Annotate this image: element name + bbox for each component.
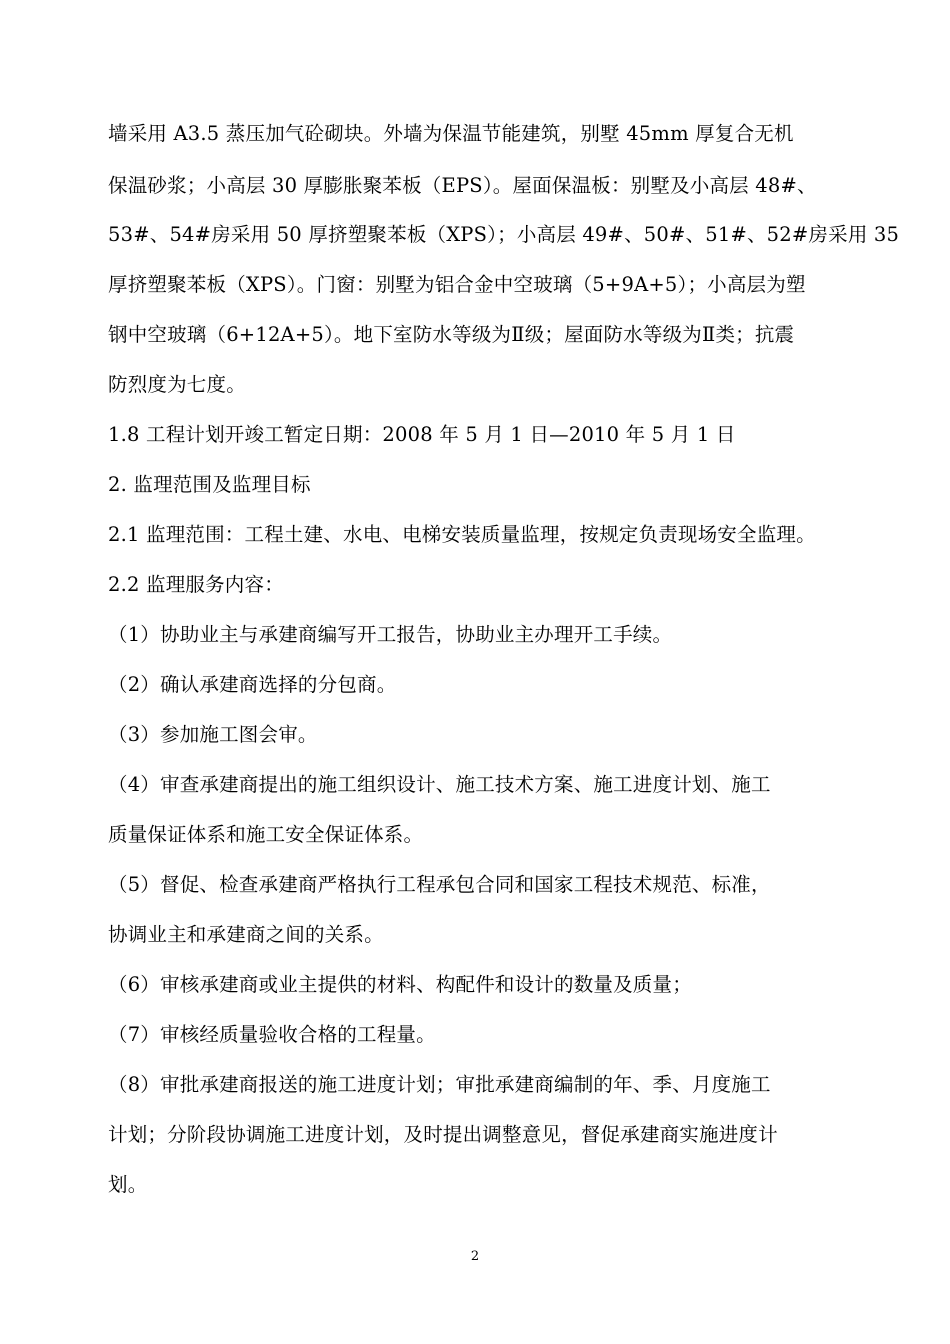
list-item-continuation: 划。 [108,1173,148,1196]
list-item-continuation: 计划；分阶段协调施工进度计划，及时提出调整意见，督促承建商实施进度计 [108,1123,778,1146]
list-item: （6）审核承建商或业主提供的材料、构配件和设计的数量及质量； [108,973,692,996]
text-line: 保温砂浆；小高层 30 厚膨胀聚苯板（EPS）。屋面保温板：别墅及小高层 48#、 [108,174,817,197]
list-item: （2）确认承建商选择的分包商。 [108,673,397,696]
page-number: 2 [470,1249,480,1264]
text-line: 防烈度为七度。 [108,373,246,396]
list-item: （4）审查承建商提出的施工组织设计、施工技术方案、施工进度计划、施工 [108,773,771,796]
section-heading: 1.8 工程计划开竣工暂定日期：2008 年 5 月 1 日—2010 年 5 月 1 日 [108,423,736,446]
list-item-continuation: 质量保证体系和施工安全保证体系。 [108,823,424,846]
section-heading: 2.2 监理服务内容： [108,573,284,596]
section-heading: 2.1 监理范围：工程土建、水电、电梯安装质量监理，按规定负责现场安全监理。 [108,523,816,546]
list-item-continuation: 协调业主和承建商之间的关系。 [108,923,384,946]
list-item: （8）审批承建商报送的施工进度计划；审批承建商编制的年、季、月度施工 [108,1073,771,1096]
text-line: 钢中空玻璃（6+12A+5）。地下室防水等级为Ⅱ级；屋面防水等级为Ⅱ类；抗震 [108,323,795,346]
list-item: （1）协助业主与承建商编写开工报告，协助业主办理开工手续。 [108,623,673,646]
list-item: （3）参加施工图会审。 [108,723,318,746]
section-heading: 2. 监理范围及监理目标 [108,473,311,496]
text-line: 53#、54#房采用 50 厚挤塑聚苯板（XPS）；小高层 49#、50#、51#、52#房采用 35 [108,223,900,246]
list-item: （7）审核经质量验收合格的工程量。 [108,1023,436,1046]
list-item: （5）督促、检查承建商严格执行工程承包合同和国家工程技术规范、标准， [108,873,771,896]
text-line: 墙采用 A3.5 蒸压加气砼砌块。外墙为保温节能建筑，别墅 45mm 厚复合无机 [108,122,794,145]
text-line: 厚挤塑聚苯板（XPS）。门窗：别墅为铝合金中空玻璃（5+9A+5）；小高层为塑 [108,273,806,296]
